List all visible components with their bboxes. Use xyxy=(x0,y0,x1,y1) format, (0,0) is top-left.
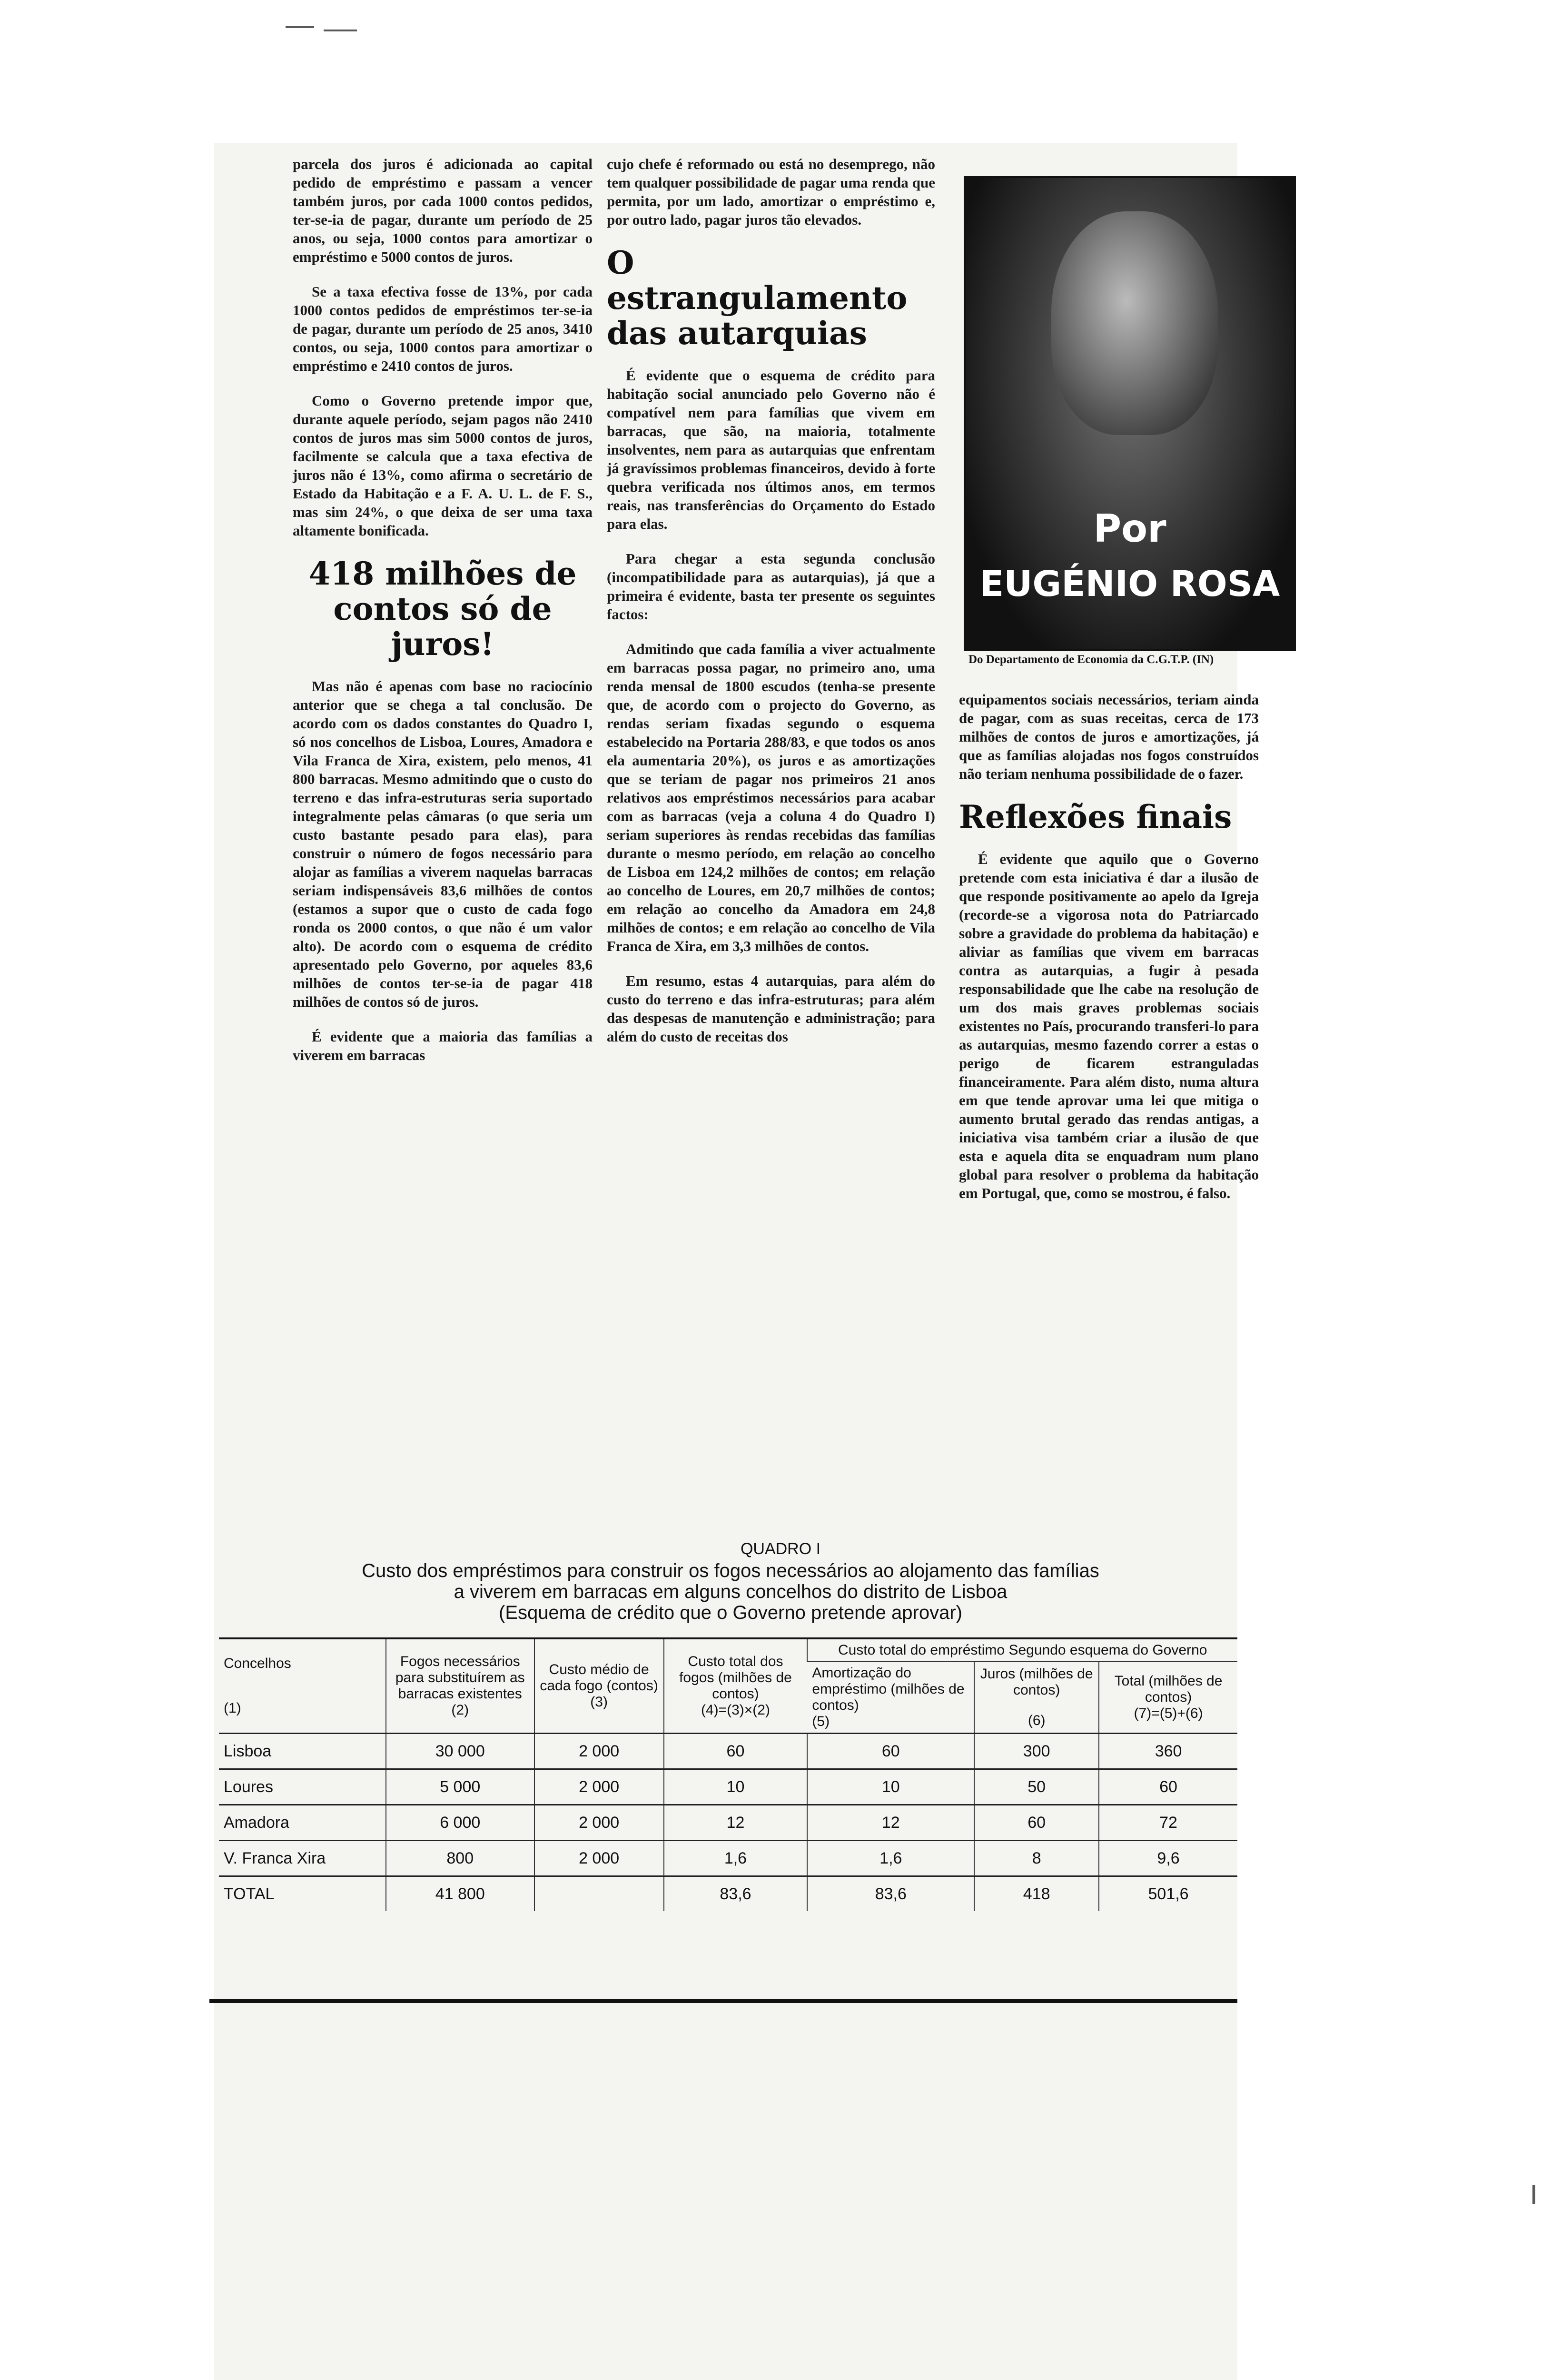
table-cell: 10 xyxy=(664,1769,808,1805)
table-cell xyxy=(534,1876,664,1912)
table-row xyxy=(219,1734,1237,1769)
table-cell: 12 xyxy=(807,1805,974,1841)
table-cell: 83,6 xyxy=(664,1876,808,1912)
paragraph: Para chegar a esta segunda conclusão (incompatibilidade para as autarquias), já que a primeira é evidente, basta ter presente os seguintes factos: xyxy=(607,550,935,623)
section-heading: 418 milhões de contos só de juros! xyxy=(308,555,577,663)
paragraph: Como o Governo pretende impor que, durante aquele período, sejam pagos não 2410 contos de juros mas sim 5000 contos de juros, facilmente se calcula que a taxa efectiva de juros não é 13%, como afirma o secretário de Estado da Habitação e a F. A. U. L. de F. S., mas sim 24%, o que deixa de ser uma taxa altamente bonificada. xyxy=(293,392,593,539)
table-cell: 300 xyxy=(974,1734,1099,1769)
article-column-3 xyxy=(959,690,1259,1219)
paragraph: É evidente que a maioria das famílias a viverem em barracas xyxy=(293,1028,593,1063)
paragraph: cujo chefe é reformado ou está no desemprego, não tem qualquer possibilidade de pagar uma renda que permita, por um lado, amortizar o empréstimo e, por outro lado, pagar juros tão elevados. xyxy=(607,156,935,228)
section-heading: Reflexões finais xyxy=(959,798,1232,835)
byline-label: Por xyxy=(1093,506,1166,551)
table-cell: 418 xyxy=(974,1876,1099,1912)
table-cell: 5 000 xyxy=(386,1769,534,1805)
table-cell: 10 xyxy=(807,1769,974,1805)
table-cell: 60 xyxy=(664,1734,808,1769)
table-row xyxy=(219,1841,1237,1876)
author-portrait xyxy=(1051,211,1218,435)
table-cell: 2 000 xyxy=(534,1841,664,1876)
table-title xyxy=(224,1560,1237,1623)
table-cell: 60 xyxy=(1099,1769,1237,1805)
table-cell: 60 xyxy=(974,1805,1099,1841)
table-cell: Lisboa xyxy=(219,1734,386,1769)
table-bottom-rule xyxy=(209,1999,1237,2003)
author-name: EUGÉNIO ROSA xyxy=(979,564,1280,605)
table-cell: TOTAL xyxy=(219,1876,386,1912)
author-photo xyxy=(964,176,1296,651)
table-cell: 2 000 xyxy=(534,1734,664,1769)
author-caption: Do Departamento de Economia da C.G.T.P. (IN) xyxy=(968,653,1214,666)
table-cell: 60 xyxy=(807,1734,974,1769)
table-cell: 9,6 xyxy=(1099,1841,1237,1876)
column-header: Custo total dos fogos (milhões de contos) (4)=(3)×(2) xyxy=(664,1638,808,1734)
table-cell: 1,6 xyxy=(807,1841,974,1876)
table-cell: 501,6 xyxy=(1099,1876,1237,1912)
column-header: Concelhos (1) xyxy=(219,1638,386,1734)
column-header: Amortização do empréstimo (milhões de contos) (5) xyxy=(812,1665,965,1729)
table-cell: 1,6 xyxy=(664,1841,808,1876)
table-label: QUADRO I xyxy=(740,1540,821,1558)
scan-mark xyxy=(286,26,314,28)
table-row xyxy=(219,1805,1237,1841)
table-title-line: a viverem em barracas em alguns concelhos do distrito de Lisboa xyxy=(454,1581,1008,1602)
paragraph: Admitindo que cada família a viver actualmente em barracas possa pagar, no primeiro ano, uma renda mensal de 1800 escudos (tenha-se presente que, de acordo com o projecto do Governo, as rendas seriam fixadas segundo o esquema estabelecido na Portaria 288/83, e que todos os anos ela aumentaria 20%), os juros e as amortizações que se teriam de pagar nos primeiros 21 anos relativos aos empréstimos necessários para acabar com as barracas (veja a coluna 4 do Quadro I) seriam superiores às rendas recebidas das famílias durante o mesmo período, em relação ao concelho de Lisboa em 124,2 milhões de contos; em relação ao concelho de Loures, em 20,7 milhões de contos; em relação ao concelho da Amadora em 24,8 milhões de contos; e em relação ao concelho de Vila Franca de Xira, em 3,3 milhões de contos. xyxy=(607,641,935,954)
table-cell: 800 xyxy=(386,1841,534,1876)
paragraph: Em resumo, estas 4 autarquias, para além do custo do terreno e das infra-estruturas; para além das despesas de manutenção e administração; para além do custo de receitas dos xyxy=(607,972,935,1045)
column-header: Total (milhões de contos) (7)=(5)+(6) xyxy=(1099,1662,1237,1734)
table-cell: 83,6 xyxy=(807,1876,974,1912)
article-column-1 xyxy=(293,155,593,1081)
paragraph: parcela dos juros é adicionada ao capital pedido de empréstimo e passam a vencer também juros, por cada 1000 contos pedidos, ter-se-ia de pagar, durante um período de 25 anos, ou seja, 1000 contos para amortizar o empréstimo e 5000 contos de juros. xyxy=(293,156,593,265)
table-cell: 12 xyxy=(664,1805,808,1841)
table-row-total xyxy=(219,1876,1237,1912)
table-cell: 2 000 xyxy=(534,1769,664,1805)
paragraph: equipamentos sociais necessários, teriam ainda de pagar, com as suas receitas, cerca de 173 milhões de contos de juros e amortizações, já que as famílias alojadas nos fogos construídos não teriam nenhuma possibilidade de o fazer. xyxy=(959,691,1259,782)
table-cell: 30 000 xyxy=(386,1734,534,1769)
table-cell: 50 xyxy=(974,1769,1099,1805)
table-title-line: Custo dos empréstimos para construir os fogos necessários ao alojamento das famílias xyxy=(362,1560,1099,1581)
column-header: Juros (milhões de contos) (6) xyxy=(974,1662,1099,1734)
paragraph: É evidente que aquilo que o Governo pretende com esta iniciativa é dar a ilusão de que responde positivamente ao apelo da Igreja (recorde-se a vigorosa nota do Patriarcado sobre a gravidade do problema da habitação) e aliviar as famílias que vivem em barracas contra as autarquias, a fugir à pesada responsabilidade que lhe cabe na resolução de um dos mais graves problemas sociais existentes no País, procurando transferi-lo para as autarquias, mesmo fazendo correr a estas o perigo de ficarem estranguladas financeiramente. Para além disto, numa altura em que tende aprovar uma lei que mitiga o aumento brutal gerado das rendas antigas, a iniciativa visa também criar a ilusão de que esta e aquela dita se enquadram num plano global para resolver o problema da habitação em Portugal, que, como se mostrou, é falso. xyxy=(959,851,1259,1201)
table-cell: 8 xyxy=(974,1841,1099,1876)
group-header: Custo total do empréstimo Segundo esquema do Governo xyxy=(807,1638,1237,1662)
column-header: Fogos necessários para substituírem as barracas existentes (2) xyxy=(386,1638,534,1734)
column-header: Custo médio de cada fogo (contos) (3) xyxy=(534,1638,664,1734)
table-title-line: (Esquema de crédito que o Governo pretende aprovar) xyxy=(499,1602,962,1623)
table-cell: V. Franca Xira xyxy=(219,1841,386,1876)
quadro-table xyxy=(219,1637,1237,1911)
paragraph: Mas não é apenas com base no raciocínio anterior que se chega a tal conclusão. De acordo com os dados constantes do Quadro I, só nos concelhos de Lisboa, Loures, Amadora e Vila Franca de Xira, existem, pelo menos, 41 800 barracas. Mesmo admitindo que o custo do terreno e das infra-estruturas seria suportado integralmente pelas câmaras (o que seria um custo bastante pesado para elas), para construir o número de fogos necessário para alojar as famílias a viverem naquelas barracas seriam indispensáveis 83,6 milhões de contos (estamos a supor que o custo de cada fogo ronda os 2000 contos, o que não é um valor alto). De acordo com o esquema de crédito apresentado pelo Governo, por aqueles 83,6 milhões de contos ter-se-ia de pagar 418 milhões de contos só de juros. xyxy=(293,678,593,1010)
article-column-2 xyxy=(607,155,935,1062)
table-cell: 360 xyxy=(1099,1734,1237,1769)
scan-mark xyxy=(1532,2185,1535,2204)
table-cell: 2 000 xyxy=(534,1805,664,1841)
table-cell: 6 000 xyxy=(386,1805,534,1841)
table-cell: 72 xyxy=(1099,1805,1237,1841)
table-cell: Loures xyxy=(219,1769,386,1805)
table-row xyxy=(219,1769,1237,1805)
table-cell: Amadora xyxy=(219,1805,386,1841)
section-heading: O estrangulamento das autarquias xyxy=(607,244,908,352)
scan-mark xyxy=(324,30,357,31)
table-cell: 41 800 xyxy=(386,1876,534,1912)
paragraph: Se a taxa efectiva fosse de 13%, por cada 1000 contos pedidos de empréstimos ter-se-ia de pagar, durante um período de 25 anos, 3410 contos, ou seja, 1000 contos para amortizar o empréstimo e 2410 contos de juros. xyxy=(293,283,593,374)
paragraph: É evidente que o esquema de crédito para habitação social anunciado pelo Governo não é compatível nem para famílias que vivem em barracas, que são, na maioria, totalmente insolventes, nem para as autarquias que enfrentam já gravíssimos problemas financeiros, devido à forte quebra verificada nos últimos anos, em termos reais, nas transferências do Orçamento do Estado para elas. xyxy=(607,367,935,532)
